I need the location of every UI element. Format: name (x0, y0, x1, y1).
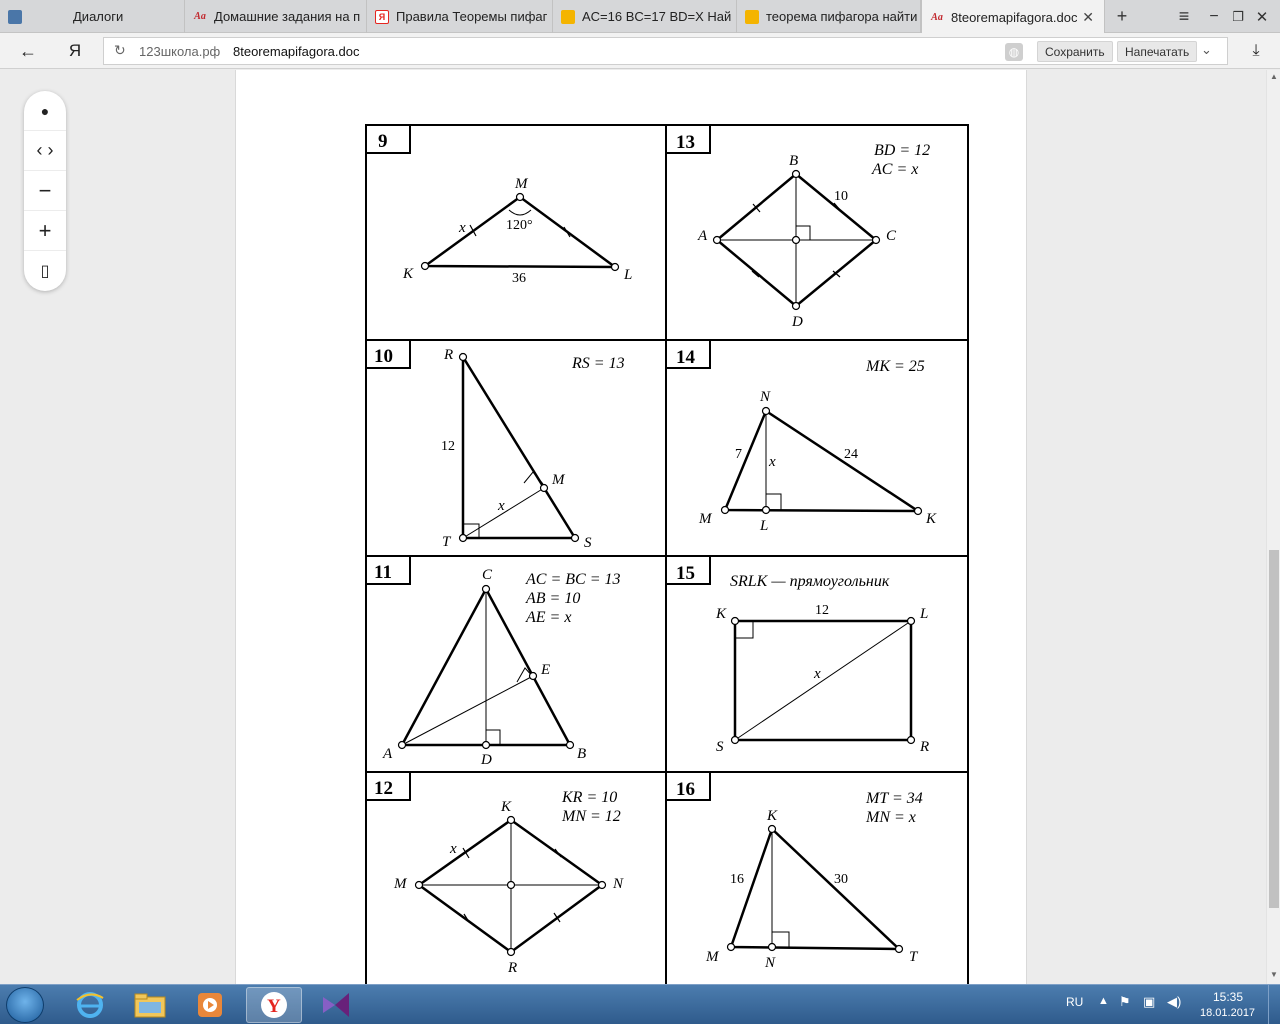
file-explorer-icon[interactable] (122, 987, 178, 1023)
side-label: 36 (512, 271, 526, 286)
document-viewport (0, 70, 1266, 984)
vertex-label: N (765, 955, 776, 971)
vertex-label: B (577, 746, 587, 762)
vertex-label: M (394, 876, 407, 892)
tab-homework[interactable] (185, 0, 367, 33)
tab-label: AC=16 BC=17 BD=X Най (582, 9, 732, 24)
problem-15-figure (715, 573, 929, 755)
tab-pythagoras-rules[interactable] (367, 0, 553, 33)
given-line: BD = 12 (874, 142, 931, 159)
vertex-label: C (886, 228, 897, 244)
zoom-in-button[interactable]: + (24, 211, 66, 251)
new-tab-button[interactable]: + (1116, 6, 1128, 26)
media-player-icon[interactable] (182, 987, 238, 1023)
pan-button[interactable]: ‹ › (24, 131, 66, 171)
tab-label: 8teoremapifagora.doc (951, 9, 1078, 25)
vertex-label: M (515, 176, 528, 192)
vertex-label: N (613, 876, 624, 892)
given-line: MN = 12 (562, 808, 621, 825)
vertex-label: M (706, 949, 719, 965)
problem-number: 16 (676, 779, 695, 800)
vertex-label: K (501, 799, 512, 815)
given-line: MN = x (866, 809, 916, 826)
given-line: AC = BC = 13 (526, 571, 621, 588)
given-line: KR = 10 (562, 789, 618, 806)
side-label: 30 (834, 872, 848, 887)
volume-icon[interactable]: ◀) (1167, 994, 1182, 1009)
problem-13-figure (697, 142, 930, 330)
visual-studio-icon[interactable] (308, 987, 364, 1023)
problem-9-figure (402, 176, 632, 286)
problem-10-figure (441, 347, 625, 551)
close-window-icon[interactable]: ✕ (1255, 8, 1269, 26)
scroll-up-icon[interactable]: ▲ (1270, 72, 1278, 81)
side-label: 24 (844, 447, 858, 462)
acrobat-icon: Aa (194, 11, 206, 22)
problem-number: 13 (676, 132, 695, 153)
vertex-label: T (909, 949, 918, 965)
given-line: MK = 25 (866, 358, 925, 375)
problem-number: 9 (378, 131, 388, 152)
side-label: x (498, 498, 505, 514)
diagonal-label: x (814, 666, 821, 682)
back-button[interactable]: ← (19, 40, 37, 61)
vertex-label: R (920, 739, 930, 755)
yandex-icon: Я (375, 10, 389, 24)
restore-icon[interactable]: ❐ (1232, 8, 1244, 24)
tab-doc-active[interactable] (921, 0, 1105, 34)
scroll-thumb[interactable] (1269, 550, 1279, 908)
tab-dialogs[interactable] (0, 0, 185, 33)
problem-number: 14 (676, 347, 695, 368)
height-label: x (769, 454, 776, 470)
vertex-label: L (624, 267, 633, 283)
globe-icon[interactable]: ◍ (1005, 43, 1023, 61)
tab-pythagoras-find[interactable] (737, 0, 921, 33)
vertex-label: M (699, 511, 712, 527)
given-line: MT = 34 (866, 790, 923, 807)
menu-icon[interactable]: ≡ (1178, 6, 1190, 26)
vertical-scrollbar[interactable] (1266, 70, 1280, 984)
vertex-label: L (920, 606, 929, 622)
side-label: x (450, 841, 457, 857)
geometry-problems-sheet (236, 70, 1028, 984)
side-label: 16 (730, 872, 744, 887)
minimize-icon[interactable]: − (1209, 7, 1219, 25)
single-page-button[interactable]: ● (24, 91, 66, 131)
print-button[interactable]: Напечатать (1117, 41, 1197, 62)
tab-label: теорема пифагора найти (766, 9, 918, 24)
vertex-label: D (481, 752, 492, 768)
problem-16-figure (705, 790, 923, 971)
vertex-label: A (383, 746, 393, 762)
clock-time[interactable]: 15:35 (1213, 990, 1244, 1004)
clock-date[interactable]: 18.01.2017 (1200, 1007, 1256, 1019)
vertex-label: B (789, 153, 799, 169)
zoom-out-button[interactable]: − (24, 171, 66, 211)
show-desktop-button[interactable] (1268, 985, 1280, 1024)
tab-label: Диалоги (73, 9, 124, 24)
vertex-label: E (541, 662, 551, 678)
given-line: AB = 10 (526, 590, 581, 607)
vertex-label: D (792, 314, 803, 330)
given-line: AC = x (872, 161, 919, 178)
problem-number: 11 (374, 562, 392, 583)
url-path: 8teoremapifagora.doc (233, 44, 360, 59)
acrobat-icon: Aa (931, 11, 943, 23)
vertex-label: M (552, 472, 565, 488)
given-line: AE = x (526, 609, 572, 626)
given-line: RS = 13 (572, 355, 625, 372)
side-label: 7 (735, 447, 742, 462)
show-hidden-icons-icon[interactable]: ▲ (1098, 995, 1109, 1007)
angle-label: 120° (506, 218, 533, 233)
vertex-label: K (767, 808, 778, 824)
internet-explorer-icon[interactable] (62, 987, 118, 1023)
save-button[interactable]: Сохранить (1037, 41, 1113, 62)
vertex-label: L (760, 518, 769, 534)
address-bar[interactable] (103, 37, 1228, 65)
vertex-label: K (403, 266, 414, 282)
url-host: 123школа.рф (139, 44, 221, 59)
problem-14-figure (698, 358, 937, 534)
side-label: 12 (815, 603, 829, 618)
scroll-down-icon[interactable]: ▼ (1270, 970, 1278, 979)
vertex-label: S (584, 535, 592, 551)
navigation-bar (0, 33, 1280, 69)
chevron-down-icon[interactable]: ⌄ (1201, 42, 1212, 57)
close-tab-icon[interactable]: ✕ (1082, 8, 1094, 25)
reload-icon[interactable]: ↻ (114, 42, 126, 58)
yandex-glyph: Y (267, 996, 281, 1017)
action-center-icon[interactable]: ⚑ (1119, 994, 1131, 1009)
document-page (235, 70, 1027, 984)
side-label: x (459, 220, 466, 236)
vertex-label: S (716, 739, 724, 755)
vertex-label: A (698, 228, 708, 244)
yandex-browser-icon[interactable] (246, 987, 302, 1023)
vertex-label: N (760, 389, 771, 405)
vertex-label: K (926, 511, 937, 527)
side-label: 10 (834, 189, 848, 204)
vk-icon (8, 10, 22, 24)
vertex-label: K (716, 606, 727, 622)
image-icon (745, 10, 759, 24)
problem-number: 15 (676, 563, 695, 584)
fit-page-button[interactable]: ▯ (40, 263, 50, 280)
side-label: 12 (441, 439, 455, 454)
image-icon (561, 10, 575, 24)
network-icon[interactable]: ▣ (1143, 994, 1156, 1009)
start-button[interactable] (6, 987, 44, 1023)
download-icon[interactable]: ⤓ (1252, 42, 1260, 59)
problem-number: 12 (374, 778, 393, 799)
vertex-label: C (482, 567, 493, 583)
language-indicator[interactable]: RU (1066, 995, 1084, 1009)
tab-label: Домашние задания на п (214, 9, 361, 24)
yandex-home-button[interactable]: Я (68, 41, 82, 60)
vertex-label: R (444, 347, 454, 363)
zoom-control-panel (24, 91, 66, 291)
tab-label: Правила Теоремы пифаг (396, 9, 548, 24)
given-line: SRLK — прямоугольник (730, 573, 890, 590)
problem-11-figure (382, 567, 620, 768)
tab-strip (0, 0, 1280, 33)
tab-ac16[interactable] (553, 0, 737, 33)
vertex-label: T (442, 534, 451, 550)
problem-12-figure (393, 789, 624, 976)
vertex-label: R (508, 960, 518, 976)
problem-number: 10 (374, 346, 393, 367)
windows-taskbar (0, 984, 1280, 1024)
